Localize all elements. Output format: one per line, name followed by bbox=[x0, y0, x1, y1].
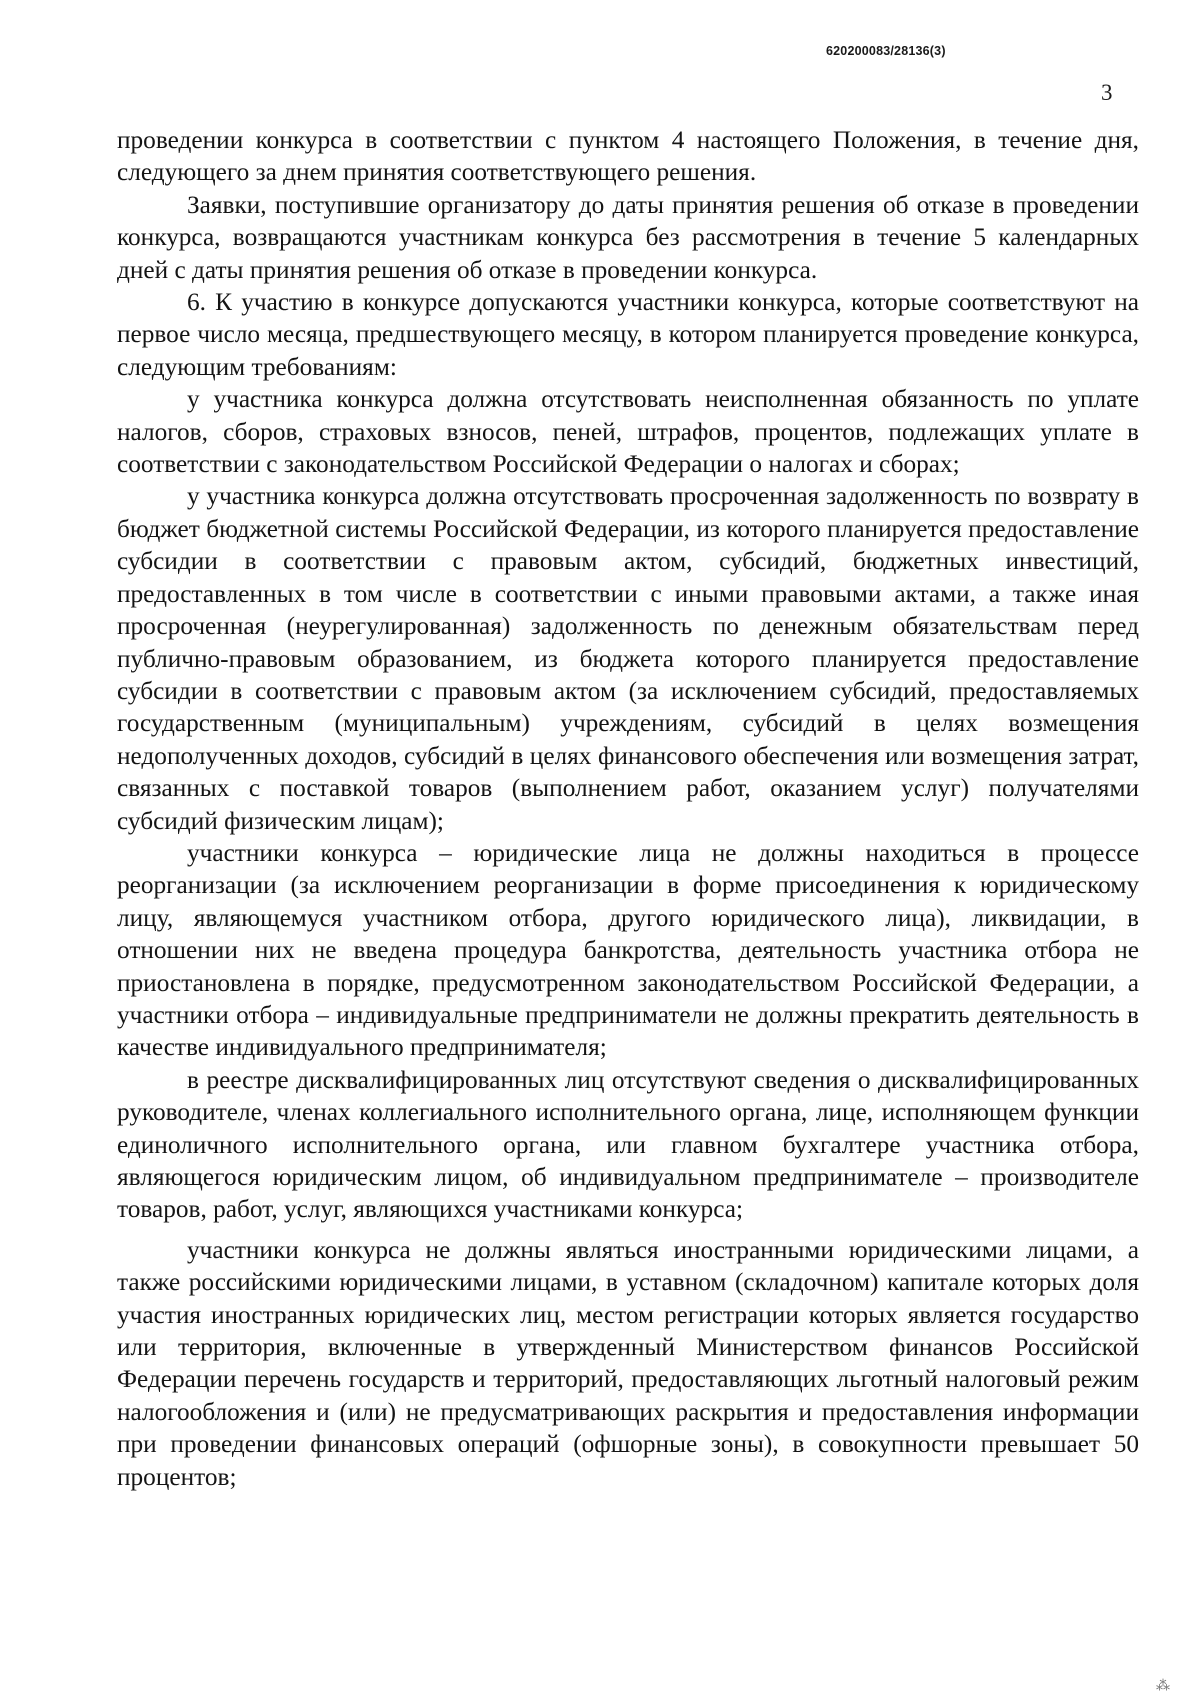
paragraph-continuation: проведении конкурса в соответствии с пунктом 4 настоящего Положения, в течение дня, следующего за днем принятия соответствующего решения. bbox=[117, 126, 1139, 187]
scan-corner-mark: ⁂ bbox=[1156, 1679, 1170, 1694]
paragraph-overdue-debt: у участника конкурса должна отсутствовать просроченная задолженность по возврату в бюджет бюджетной системы Российской Федерации, из которого планируется предоставление субсидии в соответствии с правовым актом, субсидий, бюджетных инвестиций, предоставленных в том числе в соответствии с иными правовыми актами, а также иная просроченная (неурегулированная) задолженность по денежным обязательствам перед публично-правовым образованием, из бюджета которого планируется предоставление субсидии в соответствии с правовым актом (за исключением субсидий, предоставляемых государственным (муниципальным) учреждениям, субсидий в целях возмещения недополученных доходов, субсидий в целях финансового обеспечения или возмещения затрат, связанных с поставкой товаров (выполнением работ, оказанием услуг) получателями субсидий физическим лицам); bbox=[117, 482, 1139, 835]
paragraph-disqualified-persons: в реестре дисквалифицированных лиц отсутствуют сведения о дисквалифицированных руководителе, членах коллегиального исполнительного органа, лице, исполняющем функции единоличного исполнительного органа, или главном бухгалтере участника отбора, являющегося юридическим лицом, об индивидуальном предпринимателе – производителе товаров, работ, услуг, являющихся участниками конкурса; bbox=[117, 1065, 1139, 1224]
page-number: 3 bbox=[1101, 80, 1113, 105]
paragraph-tax-obligations: у участника конкурса должна отсутствовать неисполненная обязанность по уплате налогов, сборов, страховых взносов, пеней, штрафов, процентов, подлежащих уплате в соответствии с законодательством Российской Федерации о налогах и сборах; bbox=[117, 385, 1139, 479]
document-registration-number: 620200083/28136(3) bbox=[826, 44, 946, 58]
paragraph-applications-return: Заявки, поступившие организатору до даты принятия решения об отказе в проведении конкурса, возвращаются участникам конкурса без рассмотрения в течение 5 календарных дней с даты принятия решения об отказе в проведении конкурса. bbox=[117, 190, 1139, 284]
document-body bbox=[117, 124, 1139, 1493]
paragraph-item-6-requirements: 6. К участию в конкурсе допускаются участники конкурса, которые соответствуют на первое число месяца, предшествующего месяцу, в котором планируется проведение конкурса, следующим требованиям: bbox=[117, 288, 1139, 381]
paragraph-reorganization: участники конкурса – юридические лица не должны находиться в процессе реорганизации (за исключением реорганизации в форме присоединения к юридическому лицу, являющемуся участником отбора, другого юридического лица), ликвидации, в отношении них не введена процедура банкротства, деятельность участника отбора не приостановлена в порядке, предусмотренном законодательством Российской Федерации, а участники отбора – индивидуальные предприниматели не должны прекратить деятельность в качестве индивидуального предпринимателя; bbox=[117, 838, 1139, 1062]
paragraph-offshore: участники конкурса не должны являться иностранными юридическими лицами, а также российскими юридическими лицами, в уставном (складочном) капитале которых доля участия иностранных юридических лиц, местом регистрации которых является государство или территория, включенные в утвержденный Министерством финансов Российской Федерации перечень государств и территорий, предоставляющих льготный налоговый режим налогообложения и (или) не предусматривающих раскрытия и предоставления информации при проведении финансовых операций (офшорные зоны), в совокупности превышает 50 процентов; bbox=[117, 1235, 1139, 1491]
